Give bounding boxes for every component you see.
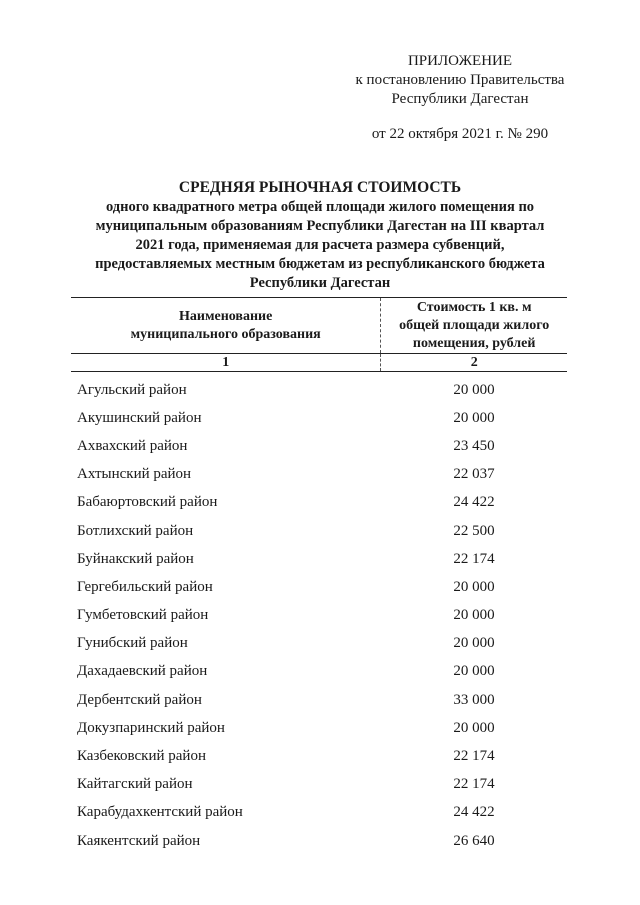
cost-value: 26 640 (453, 832, 495, 849)
cost-value: 23 450 (453, 437, 495, 454)
table-row (71, 799, 567, 827)
table-row (71, 686, 567, 714)
title-line-3: 2021 года, применяемая для расчета размера субвенций, (135, 237, 505, 253)
title-line-2: муниципальным образованиям Республики Дагестан на III квартал (95, 218, 545, 234)
table-row (71, 827, 567, 855)
column-number-row (71, 354, 567, 372)
table-header-row (71, 297, 567, 354)
municipality-name: Ахтынский район (77, 466, 192, 483)
municipality-name: Карабудахкентский район (77, 804, 243, 821)
table-row (71, 771, 567, 799)
cost-value: 22 174 (453, 748, 495, 765)
municipality-name: Докузпаринский район (77, 719, 225, 736)
appendix-line-2: Республики Дагестан (391, 91, 529, 107)
document-title (70, 178, 570, 293)
municipality-name: Кайтагский район (77, 776, 193, 793)
title-line-5: Республики Дагестан (249, 275, 391, 291)
header-cost-line-3: помещения, рублей (412, 335, 536, 351)
table-row (71, 461, 567, 489)
cost-table (71, 297, 567, 855)
table-row (71, 714, 567, 742)
table-row (71, 489, 567, 517)
table-row (71, 376, 567, 404)
table-row (71, 630, 567, 658)
municipality-name: Гунибский район (77, 635, 188, 652)
table-row (71, 742, 567, 770)
header-municipality-line-1: Наименование (179, 308, 273, 324)
table-row (71, 432, 567, 460)
cost-value: 33 000 (453, 691, 495, 708)
cost-value: 20 000 (453, 607, 495, 624)
table-row (71, 602, 567, 630)
header-municipality (71, 298, 380, 353)
header-cost-line-2: общей площади жилого (399, 317, 550, 333)
header-municipality-line-2: муниципального образования (130, 326, 321, 342)
title-line-4: предоставляемых местным бюджетам из республиканского бюджета (95, 256, 545, 272)
table-row (71, 517, 567, 545)
table-body (71, 376, 567, 855)
table-row (71, 658, 567, 686)
cost-value: 20 000 (453, 635, 495, 652)
municipality-name: Дербентский район (77, 691, 202, 708)
table-row (71, 573, 567, 601)
appendix-line-1: к постановлению Правительства (355, 72, 565, 88)
cost-value: 22 037 (453, 466, 495, 483)
cost-value: 24 422 (453, 804, 495, 821)
cost-value: 20 000 (453, 719, 495, 736)
municipality-name: Каякентский район (77, 832, 201, 849)
municipality-name: Гергебильский район (77, 578, 213, 595)
municipality-name: Акушинский район (77, 409, 202, 426)
municipality-name: Агульский район (77, 381, 187, 398)
table-row (71, 404, 567, 432)
cost-value: 20 000 (453, 409, 495, 426)
header-cost (380, 298, 567, 353)
header-cost-line-1: Стоимость 1 кв. м (416, 299, 532, 315)
appendix-date: от 22 октября 2021 г. № 290 (371, 126, 549, 142)
cost-value: 20 000 (453, 663, 495, 680)
column-number-2: 2 (380, 354, 567, 371)
cost-value: 20 000 (453, 381, 495, 398)
municipality-name: Гумбетовский район (77, 607, 209, 624)
title-line-1: одного квадратного метра общей площади жилого помещения по (105, 199, 535, 215)
municipality-name: Казбековский район (77, 748, 206, 765)
appendix-label: ПРИЛОЖЕНИЕ (407, 53, 513, 69)
municipality-name: Бабаюртовский район (77, 494, 218, 511)
appendix-block (340, 52, 580, 144)
municipality-name: Буйнакский район (77, 550, 194, 567)
table-row (71, 545, 567, 573)
cost-value: 20 000 (453, 578, 495, 595)
municipality-name: Ахвахский район (77, 437, 188, 454)
cost-value: 22 174 (453, 776, 495, 793)
municipality-name: Ботлихский район (77, 522, 194, 539)
cost-value: 22 174 (453, 550, 495, 567)
cost-value: 24 422 (453, 494, 495, 511)
municipality-name: Дахадаевский район (77, 663, 208, 680)
cost-value: 22 500 (453, 522, 495, 539)
column-number-1: 1 (222, 355, 230, 370)
title-heading: СРЕДНЯЯ РЫНОЧНАЯ СТОИМОСТЬ (178, 179, 462, 196)
